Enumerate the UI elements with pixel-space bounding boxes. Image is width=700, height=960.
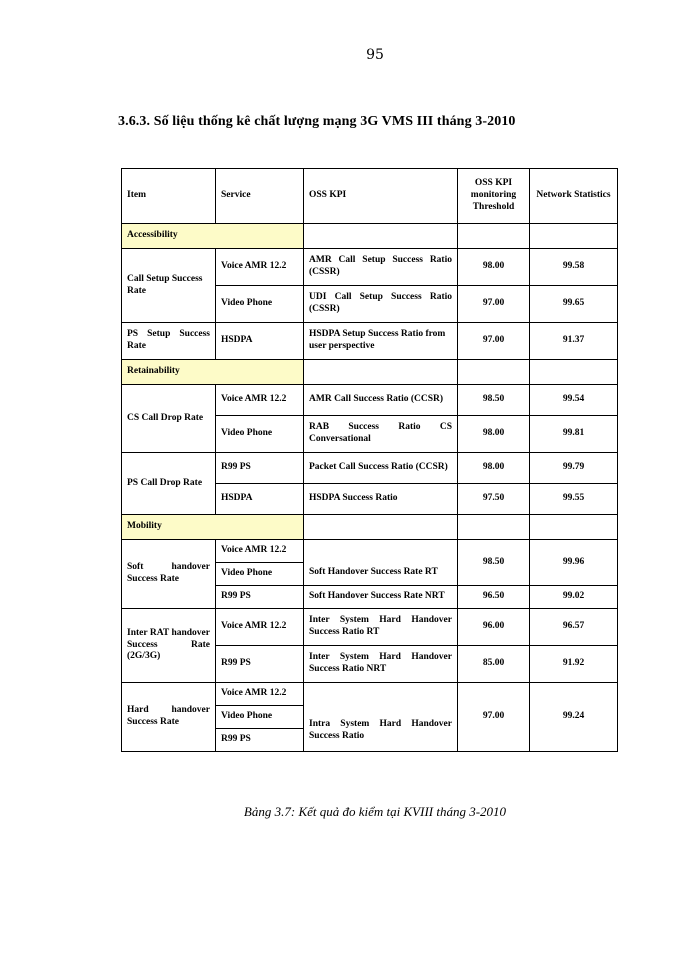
item-cell: Hard handover Success Rate	[122, 683, 216, 752]
kpi-cell: UDI Call Setup Success Ratio (CSSR)	[304, 286, 458, 323]
service-cell: Voice AMR 12.2	[216, 683, 304, 706]
stat-cell: 99.24	[530, 683, 618, 752]
threshold-cell: 98.00	[458, 453, 530, 484]
kpi-cell: Soft Handover Success Rate RT	[304, 540, 458, 586]
section-row	[122, 224, 618, 249]
header-item: Item	[122, 169, 216, 224]
header-oss-kpi: OSS KPI	[304, 169, 458, 224]
item-cell: PS Setup Success Rate	[122, 323, 216, 360]
kpi-cell: Packet Call Success Ratio (CCSR)	[304, 453, 458, 484]
section-mobility: Mobility	[122, 515, 304, 540]
item-cell: Inter RAT handover Success Rate (2G/3G)	[122, 609, 216, 683]
threshold-cell: 97.00	[458, 683, 530, 752]
section-row	[122, 360, 618, 385]
service-cell: R99 PS	[216, 646, 304, 683]
threshold-cell: 98.00	[458, 416, 530, 453]
service-cell: Video Phone	[216, 286, 304, 323]
table-row	[122, 385, 618, 416]
threshold-cell: 97.00	[458, 286, 530, 323]
table-row	[122, 540, 618, 563]
service-cell: R99 PS	[216, 453, 304, 484]
table-row	[122, 683, 618, 706]
service-cell: Video Phone	[216, 416, 304, 453]
service-cell: Voice AMR 12.2	[216, 609, 304, 646]
section-row	[122, 515, 618, 540]
table-header-row	[122, 169, 618, 224]
stat-cell: 99.79	[530, 453, 618, 484]
item-cell: Call Setup Success Rate	[122, 249, 216, 323]
section-retainability: Retainability	[122, 360, 304, 385]
service-cell: Voice AMR 12.2	[216, 385, 304, 416]
threshold-cell: 96.50	[458, 586, 530, 609]
stat-cell: 99.65	[530, 286, 618, 323]
page-number: 95	[366, 47, 384, 63]
stat-cell: 99.81	[530, 416, 618, 453]
kpi-cell: AMR Call Setup Success Ratio (CSSR)	[304, 249, 458, 286]
item-cell: CS Call Drop Rate	[122, 385, 216, 453]
kpi-cell: HSDPA Setup Success Ratio from user perspective	[304, 323, 458, 360]
service-cell: R99 PS	[216, 729, 304, 752]
stat-cell: 96.57	[530, 609, 618, 646]
item-cell: PS Call Drop Rate	[122, 453, 216, 515]
kpi-table	[121, 168, 618, 752]
threshold-cell: 96.00	[458, 609, 530, 646]
section-heading: 3.6.3. Số liệu thống kê chất lượng mạng 3G VMS III tháng 3-2010	[118, 114, 516, 129]
kpi-cell: AMR Call Success Ratio (CCSR)	[304, 385, 458, 416]
kpi-cell: Inter System Hard Handover Success Ratio RT	[304, 609, 458, 646]
kpi-cell: RAB Success Ratio CS Conversational	[304, 416, 458, 453]
item-cell: Soft handover Success Rate	[122, 540, 216, 609]
section-accessibility: Accessibility	[122, 224, 304, 249]
header-service: Service	[216, 169, 304, 224]
header-network-statistics: Network Statistics	[530, 169, 618, 224]
threshold-cell: 85.00	[458, 646, 530, 683]
service-cell: Voice AMR 12.2	[216, 540, 304, 563]
threshold-cell: 97.50	[458, 484, 530, 515]
table-row	[122, 609, 618, 646]
table-caption: Bảng 3.7: Kết quả đo kiểm tại KVIII tháng 3-2010	[243, 804, 507, 819]
stat-cell: 99.02	[530, 586, 618, 609]
header-threshold: OSS KPI monitoring Threshold	[458, 169, 530, 224]
threshold-cell: 98.50	[458, 540, 530, 586]
service-cell: HSDPA	[216, 484, 304, 515]
service-cell: HSDPA	[216, 323, 304, 360]
stat-cell: 99.54	[530, 385, 618, 416]
service-cell: Video Phone	[216, 706, 304, 729]
stat-cell: 91.92	[530, 646, 618, 683]
table-row	[122, 453, 618, 484]
kpi-cell: Soft Handover Success Rate NRT	[304, 586, 458, 609]
kpi-cell: HSDPA Success Ratio	[304, 484, 458, 515]
stat-cell: 99.96	[530, 540, 618, 586]
service-cell: Video Phone	[216, 563, 304, 586]
kpi-cell: Inter System Hard Handover Success Ratio NRT	[304, 646, 458, 683]
service-cell: Voice AMR 12.2	[216, 249, 304, 286]
table-row	[122, 249, 618, 286]
threshold-cell: 98.00	[458, 249, 530, 286]
stat-cell: 99.58	[530, 249, 618, 286]
kpi-cell: Intra System Hard Handover Success Ratio	[304, 683, 458, 752]
stat-cell: 99.55	[530, 484, 618, 515]
threshold-cell: 97.00	[458, 323, 530, 360]
table-row	[122, 323, 618, 360]
threshold-cell: 98.50	[458, 385, 530, 416]
service-cell: R99 PS	[216, 586, 304, 609]
stat-cell: 91.37	[530, 323, 618, 360]
